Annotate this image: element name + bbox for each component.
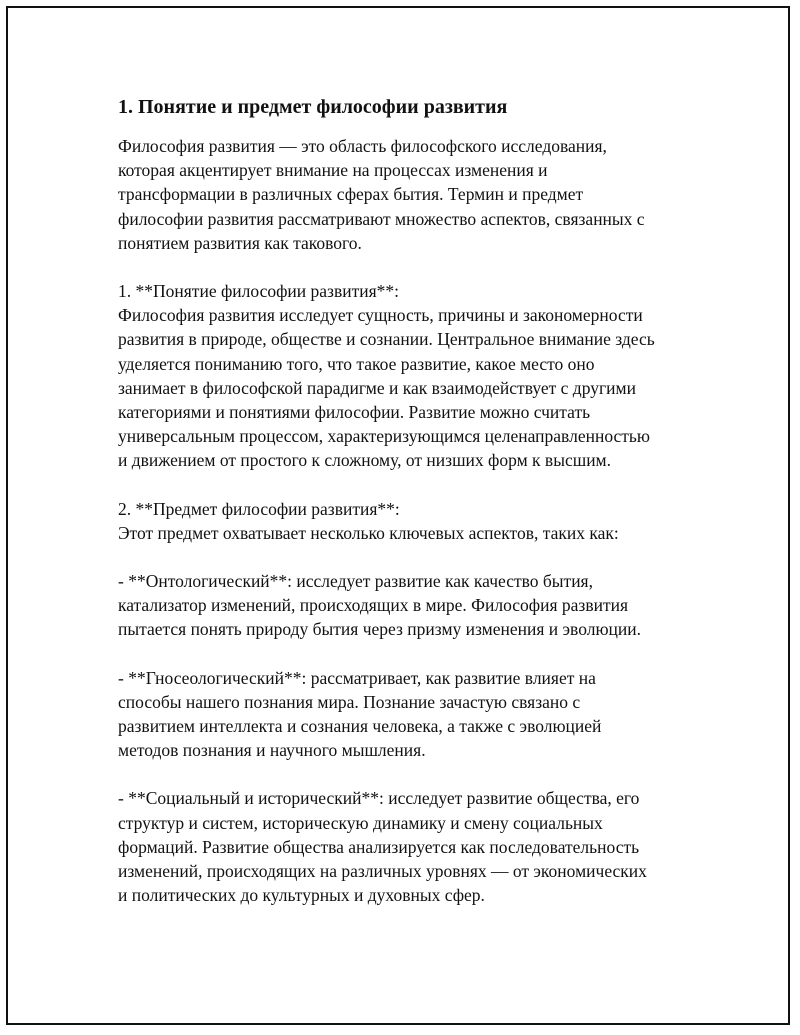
paragraph-line: универсальным процессом, характеризующимся целенаправленностью bbox=[118, 426, 650, 447]
paragraph-line: 2. **Предмет философии развития**: bbox=[118, 498, 400, 519]
paragraph-line: методов познания и научного мышления. bbox=[118, 740, 426, 761]
paragraph-line: катализатор изменений, происходящих в мире. Философия развития bbox=[118, 595, 629, 616]
paragraph-line: занимает в философской парадигме и как взаимодействует с другими bbox=[118, 377, 636, 398]
paragraph-line: - **Онтологический**: исследует развитие как качество бытия, bbox=[118, 571, 593, 592]
paragraph-line: способы нашего познания мира. Познание зачастую связано с bbox=[118, 691, 581, 712]
paragraph-line: трансформации в различных сферах бытия. Термин и предмет bbox=[118, 184, 584, 205]
paragraph-line: и политических до культурных и духовных сфер. bbox=[118, 885, 485, 906]
paragraph bbox=[118, 497, 688, 545]
paragraph-line: и движением от простого к сложному, от низших форм к высшим. bbox=[118, 450, 612, 471]
paragraph-line: развитием интеллекта и сознания человека, а также с эволюцией bbox=[118, 716, 602, 737]
document-heading: 1. Понятие и предмет философии развития bbox=[118, 96, 508, 118]
paragraph-line: Философия развития исследует сущность, причины и закономерности bbox=[118, 305, 643, 326]
paragraph bbox=[118, 666, 688, 763]
paragraph-line: категориями и понятиями философии. Развитие можно считать bbox=[118, 402, 591, 423]
paragraph-line: - **Гносеологический**: рассматривает, как развитие влияет на bbox=[118, 667, 596, 688]
paragraph-line: уделяется пониманию того, что такое развитие, какое место оно bbox=[118, 353, 595, 374]
paragraph-line: развития в природе, обществе и сознании. Центральное внимание здесь bbox=[118, 329, 655, 350]
paragraph-line: которая акцентирует внимание на процессах изменения и bbox=[118, 160, 548, 181]
paragraph-line: 1. **Понятие философии развития**: bbox=[118, 281, 400, 302]
paragraph-line: философии развития рассматривают множество аспектов, связанных с bbox=[118, 208, 645, 229]
paragraph-list bbox=[118, 134, 688, 907]
paragraph-line: - **Социальный и исторический**: исследует развитие общества, его bbox=[118, 788, 640, 809]
paragraph-line: изменений, происходящих на различных уровнях — от экономических bbox=[118, 861, 647, 882]
paragraph-line: формаций. Развитие общества анализируется как последовательность bbox=[118, 836, 640, 857]
paragraph-line: Этот предмет охватывает несколько ключевых аспектов, таких как: bbox=[118, 522, 619, 543]
paragraph-line: пытается понять природу бытия через призму изменения и эволюции. bbox=[118, 619, 641, 640]
paragraph-line: структур и систем, историческую динамику и смену социальных bbox=[118, 812, 603, 833]
paragraph bbox=[118, 569, 688, 642]
document-body bbox=[118, 94, 688, 931]
paragraph bbox=[118, 134, 688, 255]
paragraph-line: понятием развития как такового. bbox=[118, 232, 362, 253]
paragraph bbox=[118, 786, 688, 907]
paragraph bbox=[118, 279, 688, 473]
paragraph-line: Философия развития — это область философского исследования, bbox=[118, 136, 607, 156]
